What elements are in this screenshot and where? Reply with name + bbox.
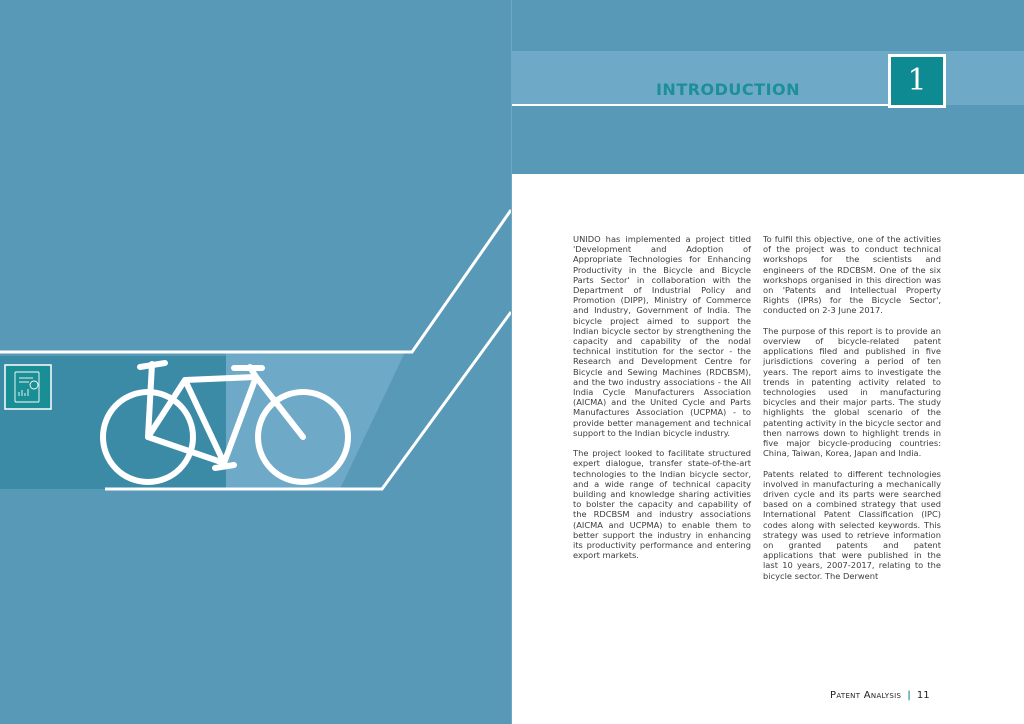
left-page	[0, 0, 511, 724]
chapter-header-rule	[512, 104, 944, 106]
text-area	[512, 174, 1024, 724]
paragraph: The project looked to facilitate structured expert dialogue, transfer state-of-the-art technologies to the Indian bicycle sector, and a wide range of technical capacity building and knowledge sharing activities to bolster the capacity and capability of the RDCBSM and industry associations (AICMA and UCPMA) to enable them to better support the industry in enhancing its productivity performance and entering export markets.	[573, 448, 751, 561]
road-line	[0, 210, 511, 352]
chapter-title: INTRODUCTION	[655, 80, 801, 99]
text-column-right	[763, 234, 941, 591]
running-title: Patent Analysis	[830, 690, 902, 701]
paragraph: UNIDO has implemented a project titled 'Development and Adoption of Appropriate Technologies for Enhancing Productivity in the Bicycle and Bicycle Parts Sector' in collaboration with the Department of Industrial Policy and Promotion (DIPP), Ministry of Commerce and Industry, Government of India. The bicycle project aimed to support the Indian bicycle sector by strengthening the capacity and capability of the nodal technical institution for the sector - the Research and Development Centre for Bicycle and Sewing Machines (RDCBSM), and the two industry associations - the All India Cycle Manufacturers Association (AICMA) and the United Cycle and Parts Manufactures Association (UCPMA) - to provide better management and technical support to the Indian bicycle industry.	[573, 234, 751, 438]
text-column-left	[573, 234, 751, 571]
page-number: 11	[916, 690, 930, 701]
paragraph: Patents related to different technologies involved in manufacturing a mechanically driven cycle and its parts were searched based on a combined strategy that used International Patent Classification (IPC) codes along with selected keywords. This strategy was used to retrieve information on granted patents and patent applications that were published in the last 10 years, 2007-2017, relating to the bicycle sector. The Derwent	[763, 468, 941, 581]
paragraph: To fulfil this objective, one of the activities of the project was to conduct technical workshops for the scientists and engineers of the RDCBSM. One of the six workshops organised in this direction was on 'Patents and Intellectual Property Rights (IPRs) for the Bicycle Sector', conducted on 2-3 June 2017.	[763, 234, 941, 316]
right-page	[512, 0, 1024, 724]
page-footer	[830, 690, 930, 701]
footer-separator: |	[907, 690, 911, 701]
chapter-number: 1	[888, 54, 946, 108]
bicycle-illustration	[0, 0, 511, 724]
paragraph: The purpose of this report is to provide an overview of bicycle-related patent applications filed and published in five jurisdictions covering a period of ten years. The report aims to investigate the trends in patenting activity related to technologies used in manufacturing bicycles and their major parts. The study highlights the global scenario of the patenting activity in the bicycle sector and then narrows down to highlight trends in five major bicycle-producing countries: China, Taiwan, Korea, Japan and India.	[763, 325, 941, 459]
